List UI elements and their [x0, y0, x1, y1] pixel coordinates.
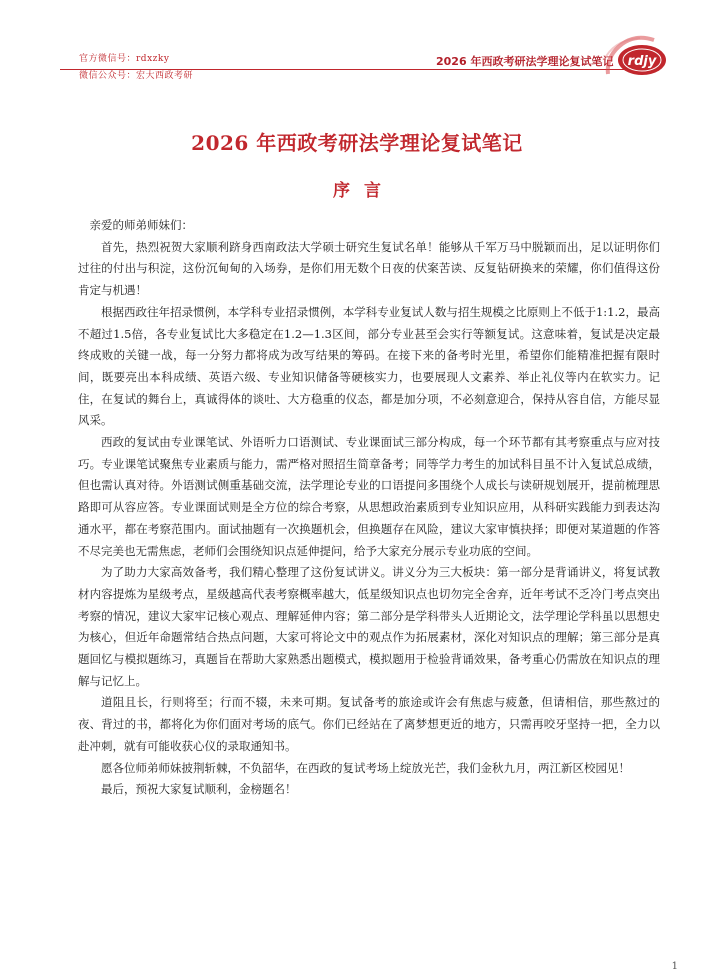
wechat-account: 微信公众号：宏大西政考研	[79, 71, 194, 81]
paragraph: 道阻且长，行则将至；行而不辍，未来可期。复试备考的旅途或许会有焦虑与疲惫，但请相信，那些熬过的夜、背过的书，都将化为你们面对考场的底气。你们已经站在了离梦想更近的地方，只需再咬牙坚持一把，全力以赴冲刺，就有可能收获心仪的录取通知书。	[78, 695, 660, 753]
page-number: 1	[671, 961, 678, 972]
paragraph: 首先，热烈祝贺大家顺利跻身西南政法大学硕士研究生复试名单！能够从千军万马中脱颖而出，足以证明你们过往的付出与积淀，这份沉甸甸的入场券，是你们用无数个日夜的伏案苦读、反复钻研换来的荣耀，你们值得这份肯定与机遇！	[78, 239, 660, 298]
header-divider	[60, 69, 640, 70]
paragraph: 愿各位师弟师妹披荆斩棘，不负韶华，在西政的复试考场上绽放光芒，我们金秋九月，两江新区校园见！	[101, 760, 630, 775]
logo-text: rdjy	[627, 54, 657, 69]
paragraph: 根据西政往年招录惯例，本学科专业招录惯例，本学科专业复试人数与招生规模之比原则上不低于1:1.2，最高不超过1.5倍，各专业复试比大多稳定在1.2—1.3区间，部分专业甚至会实行等额复试。这意味着，复试是决定最终成败的关键一战，每一分努力都将成为改写结果的筹码。在接下来的备考时光里，希望你们能精准把握有限时间，既要亮出本科成绩、英语六级、专业知识储备等硬核实力，也要展现人文素养、举止礼仪等内在软实力。记住，在复试的舞台上，真诚得体的谈吐、大方稳重的仪态，都是加分项，不必刻意迎合，保持从容自信，方能尽显风采。	[78, 304, 660, 428]
brand-logo	[600, 30, 672, 80]
paragraph: 为了助力大家高效备考，我们精心整理了这份复试讲义。讲义分为三大板块：第一部分是背诵讲义，将复试教材内容提炼为星级考点，星级越高代表考察概率越大，低星级知识点也切勿完全舍弃，近年考试不乏冷门考点突出考察的情况，建议大家牢记核心观点、理解延伸内容；第二部分是学科带头人近期论文，法学理论学科虽以思想史为核心，但近年命题常结合热点问题，大家可将论文中的观点作为拓展素材，深化对知识点的理解；第三部分是真题回忆与模拟题练习，真题旨在帮助大家熟悉出题模式，模拟题用于检验背诵效果，备考重心仍需放在知识点的理解与记忆上。	[78, 565, 660, 688]
wechat-id: 官方微信号：rdxzky	[79, 54, 170, 64]
document-title: 2026 年西政考研法学理论复试笔记	[191, 131, 523, 155]
salutation: 亲爱的师弟师妹们：	[89, 218, 193, 232]
header-contact	[79, 51, 193, 85]
header-title: 2026 年西政考研法学理论复试笔记	[436, 55, 614, 68]
document-body	[78, 215, 660, 801]
document-subtitle: 序言	[333, 181, 395, 201]
closing-paragraph: 最后，预祝大家复试顺利，金榜题名！	[101, 782, 297, 797]
paragraph: 西政的复试由专业课笔试、外语听力口语测试、专业课面试三部分构成，每一个环节都有其考察重点与应对技巧。专业课笔试聚焦专业素质与能力，需严格对照招生简章备考；同等学力考生的加试科目虽不计入复试总成绩，但也需认真对待。外语测试侧重基础交流，法学理论专业的口语提问多围绕个人成长与读研规划展开，提前梳理思路即可从容应答。专业课面试则是全方位的综合考察，从思想政治素质到专业知识应用，从科研实践能力到表达沟通水平，都在考察范围内。面试抽题有一次换题机会，但换题存在风险，建议大家审慎抉择；即便对某道题的作答不尽完美也无需焦虑，老师们会围绕知识点延伸提问，给予大家充分展示专业功底的空间。	[78, 435, 660, 558]
page-header	[0, 0, 714, 84]
